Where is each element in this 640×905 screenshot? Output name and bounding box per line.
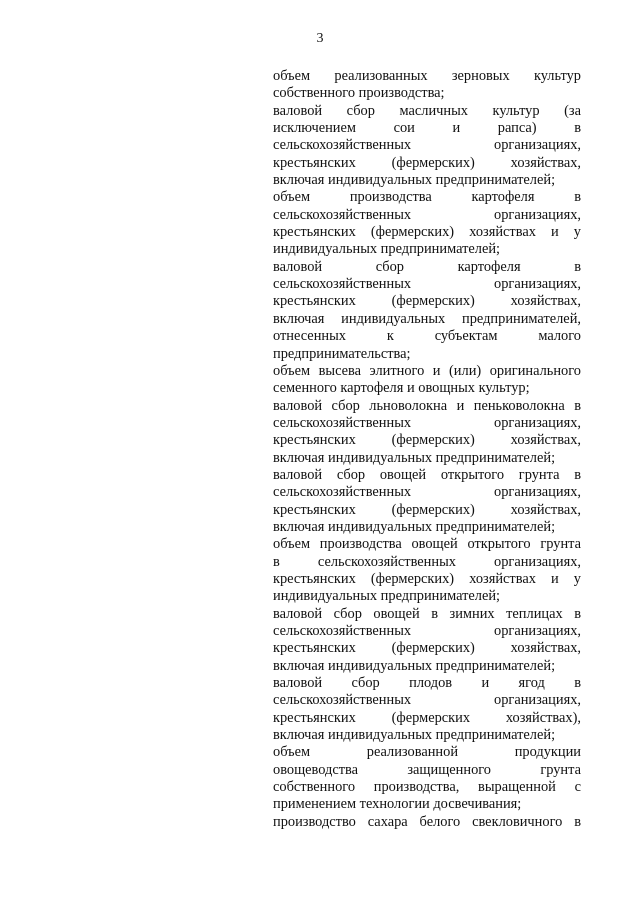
text-line: включая индивидуальных предпринимателей; (273, 657, 556, 674)
text-line: крестьянских (фермерских) хозяйствах, (273, 640, 581, 657)
text-line: крестьянских (фермерских) хозяйствах, (273, 154, 581, 171)
text-line: сельскохозяйственных организациях, (273, 692, 581, 709)
text-line: собственного производства, выращенной с (273, 779, 581, 796)
text-line: сельскохозяйственных организациях, (273, 414, 581, 431)
text-line: овощеводства защищенного грунта (273, 761, 581, 778)
text-line: включая индивидуальных предпринимателей; (273, 172, 556, 189)
text-line: крестьянских (фермерских хозяйствах), (273, 709, 581, 726)
text-line: объем реализованных зерновых культур (273, 68, 581, 84)
text-line: крестьянских (фермерских) хозяйствах и у (273, 570, 581, 587)
text-line: крестьянских (фермерских) хозяйствах и у (273, 224, 581, 241)
text-line: крестьянских (фермерских) хозяйствах, (273, 293, 581, 310)
text-line: крестьянских (фермерских) хозяйствах, (273, 501, 581, 518)
text-line: сельскохозяйственных организациях, (273, 623, 581, 639)
text-line: применением технологии досвечивания; (273, 796, 522, 813)
text-line: включая индивидуальных предпринимателей; (273, 518, 556, 535)
text-line: валовой сбор овощей в зимних теплицах в (273, 605, 581, 622)
text-line: сельскохозяйственных организациях, (273, 137, 581, 154)
text-line: валовой сбор льноволокна и пеньковолокна в (273, 397, 581, 414)
page-number: 3 (316, 31, 324, 46)
text-line: объем реализованной продукции (273, 744, 581, 761)
document-text-column (273, 68, 581, 831)
text-line: валовой сбор овощей открытого грунта в (273, 466, 581, 483)
text-line: индивидуальных предпринимателей; (273, 241, 501, 258)
text-line: включая индивидуальных предпринимателей, (273, 310, 581, 327)
text-line: включая индивидуальных предпринимателей; (273, 449, 556, 466)
text-line: в сельскохозяйственных организациях, (273, 553, 581, 570)
text-line: сельскохозяйственных организациях, (273, 484, 581, 501)
text-line: объем производства овощей открытого грунта (273, 536, 581, 553)
text-line: валовой сбор картофеля в (273, 258, 581, 275)
text-line: сельскохозяйственных организациях, (273, 206, 581, 223)
text-line: включая индивидуальных предпринимателей; (273, 727, 556, 744)
text-line: валовой сбор масличных культур (за (273, 102, 581, 119)
text-line: собственного производства; (273, 85, 445, 102)
text-line: предпринимательства; (273, 345, 411, 362)
text-line: производство сахара белого свекловичного в (273, 813, 581, 830)
text-line: сельскохозяйственных организациях, (273, 276, 581, 293)
text-line: валовой сбор плодов и ягод в (273, 675, 581, 692)
text-line: крестьянских (фермерских) хозяйствах, (273, 432, 581, 449)
text-line: отнесенных к субъектам малого (273, 328, 581, 345)
text-line: исключением сои и рапса) в (273, 120, 581, 137)
text-line: индивидуальных предпринимателей; (273, 588, 501, 605)
text-line: семенного картофеля и овощных культур; (273, 380, 530, 397)
text-line: объем производства картофеля в (273, 189, 581, 206)
text-line: объем высева элитного и (или) оригинального (273, 362, 581, 379)
